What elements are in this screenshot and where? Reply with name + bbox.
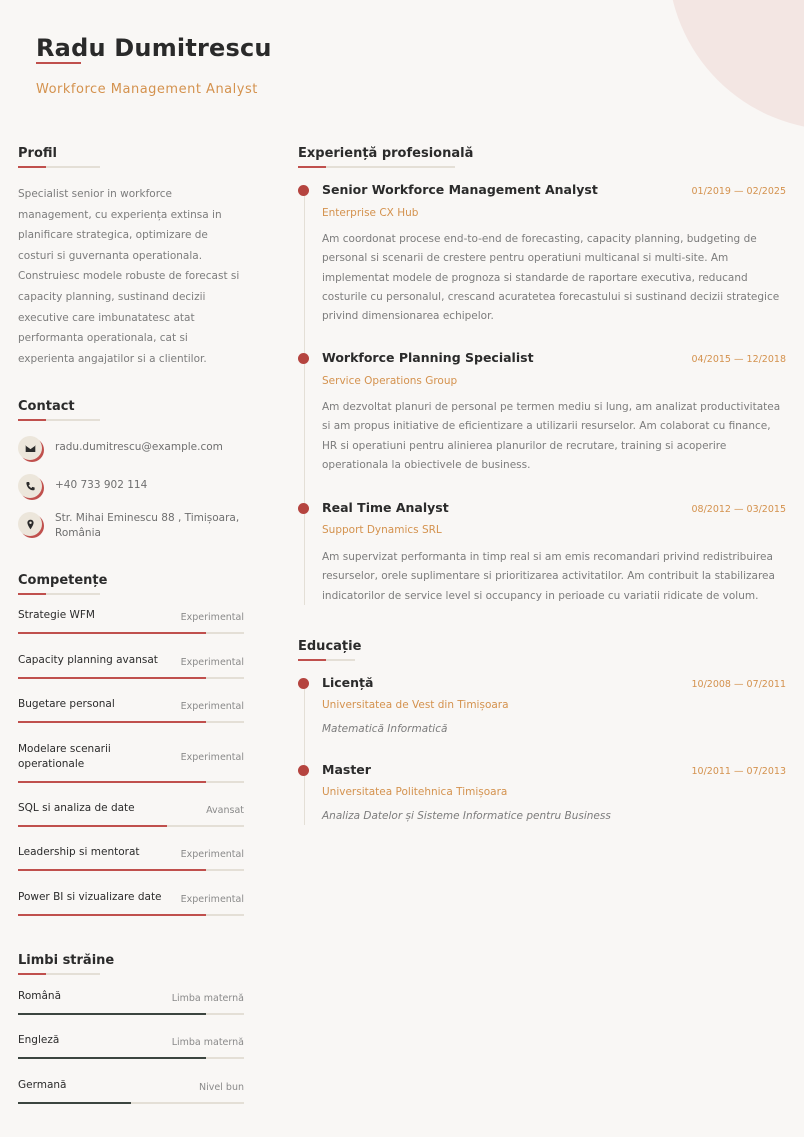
skill-name: Capacity planning avansat [18,654,158,666]
entry-organization: Support Dynamics SRL [322,524,442,536]
skill-bar [18,869,244,871]
contact-address-row [18,512,258,541]
skill-level: Avansat [206,805,244,816]
skill-level: Experimental [180,894,244,905]
languages-heading-rule [18,973,100,975]
education-entry [298,762,786,832]
skill-bar [18,677,244,679]
entry-field-of-study: Matematică Informatică [322,723,448,735]
contact-email[interactable]: radu.dumitrescu@example.com [55,441,223,453]
map-pin-icon [18,512,42,536]
language-name: Germană [18,1079,67,1091]
skill-bar [18,632,244,634]
entry-title: Senior Workforce Management Analyst [322,182,598,197]
skill-bar-fill [18,721,206,723]
entry-dates: 01/2019 — 02/2025 [691,186,786,197]
person-name: Radu Dumitrescu [36,34,272,62]
skill-item [18,608,244,623]
language-level: Limba maternă [171,993,244,1004]
skill-bar-fill [18,632,206,634]
entry-description: Am dezvoltat planuri de personal pe termen mediu si lung, am analizat productivitatea si am propus initiative de eficientizare a utilizarii resurselor. Am colaborat cu finance, HR si operatiuni pentru alinierea planurilor de recrutare, training si acoperire operationala la obiectivele de business. [322,401,781,471]
contact-address: Str. Mihai Eminescu 88 , Timișoara, România [55,512,240,539]
skill-bar [18,721,244,723]
entry-institution: Universitatea Politehnica Timișoara [322,786,508,798]
skill-bar [18,781,244,783]
skill-item [18,697,244,712]
skill-item [18,890,244,905]
skill-name: Leadership si mentorat [18,846,140,858]
skill-level: Experimental [180,751,244,763]
skills-heading-rule [18,593,100,595]
timeline-dot [298,185,309,196]
language-item [18,989,244,1004]
skill-bar-fill [18,825,167,827]
skill-item [18,845,244,860]
experience-entry [298,182,786,332]
language-bar [18,1013,244,1015]
skill-name: Strategie WFM [18,609,95,621]
language-bar-fill [18,1057,206,1059]
phone-icon [18,474,42,498]
language-item [18,1078,244,1093]
language-name: Engleză [18,1034,60,1046]
skill-bar [18,825,244,827]
education-entry [298,675,786,745]
entry-organization: Service Operations Group [322,375,458,387]
entry-title: Master [322,762,371,777]
skill-level: Experimental [180,612,244,623]
entry-dates: 04/2015 — 12/2018 [691,354,786,365]
timeline-dot [298,503,309,514]
name-underline [36,62,81,64]
skill-bar [18,914,244,916]
entry-field-of-study: Analiza Datelor și Sisteme Informatice pentru Business [322,810,611,822]
skill-bar-fill [18,781,206,783]
entry-dates: 08/2012 — 03/2015 [691,504,786,515]
entry-description: Am coordonat procese end-to-end de forecasting, capacity planning, budgeting de personal si scenarii de crestere pentru operatiuni multicanal si multi-site. Am implementat modele de prognoza si standarde de raportare executiva, reducand costurile cu personalul, crescand acuratetea forecastului si sustinand decizii strategice privind dimensionarea echipelor. [322,233,780,323]
skill-level: Experimental [180,849,244,860]
contact-heading: Contact [18,399,75,414]
language-bar [18,1057,244,1059]
experience-entry [298,500,786,610]
envelope-icon [18,436,42,460]
entry-title: Licență [322,675,374,690]
skills-heading: Competențe [18,573,108,588]
skill-name: Modelare scenarii operationale [18,743,111,770]
languages-heading: Limbi străine [18,953,115,968]
entry-title: Workforce Planning Specialist [322,350,534,365]
language-name: Română [18,990,61,1002]
timeline-dot [298,678,309,689]
profile-heading: Profil [18,146,57,161]
job-title: Workforce Management Analyst [36,82,258,97]
contact-email-row [18,436,258,460]
skill-level: Experimental [180,701,244,712]
contact-heading-rule [18,419,100,421]
skill-name: Bugetare personal [18,698,115,710]
profile-text: Specialist senior in workforce management, cu experiența extinsa in planificare strategica, optimizare de costuri si guvernanta operationala. Construiesc modele robuste de forecast si capacity planning, sustinand decizii executive care imbunatatesc atat performanta operationala, cat si experienta angajatilor si a clientilor. [18,188,240,365]
language-level: Nivel bun [199,1082,244,1093]
language-bar [18,1102,244,1104]
skill-item [18,742,244,772]
language-level: Limba maternă [171,1037,244,1048]
skill-item [18,801,244,816]
education-heading: Educație [298,639,362,654]
language-bar-fill [18,1102,131,1104]
experience-entry [298,350,786,480]
timeline-dot [298,353,309,364]
entry-organization: Enterprise CX Hub [322,207,419,219]
entry-dates: 10/2008 — 07/2011 [691,679,786,690]
contact-phone-row [18,474,258,498]
timeline-dot [298,765,309,776]
entry-dates: 10/2011 — 07/2013 [691,766,786,777]
language-item [18,1033,244,1048]
entry-description: Am supervizat performanta in timp real si am emis recomandari privind redistribuirea resurselor, orele suplimentare si prioritizarea activitatilor. Am contribuit la stabilizarea indicatorilor de service level si occupancy in perioade cu variatii ridicate de volum. [322,551,775,602]
skill-level: Experimental [180,657,244,668]
skill-name: Power BI si vizualizare date [18,891,162,903]
contact-phone[interactable]: +40 733 902 114 [55,479,148,491]
entry-title: Real Time Analyst [322,500,449,515]
entry-institution: Universitatea de Vest din Timișoara [322,699,509,711]
experience-heading: Experiență profesională [298,146,474,161]
language-bar-fill [18,1013,206,1015]
skill-name: SQL si analiza de date [18,802,135,814]
experience-heading-rule [298,166,455,168]
education-heading-rule [298,659,355,661]
profile-heading-rule [18,166,100,168]
skill-item [18,653,244,668]
skill-bar-fill [18,914,206,916]
decorative-circle [668,0,804,130]
skill-bar-fill [18,677,206,679]
skill-bar-fill [18,869,206,871]
